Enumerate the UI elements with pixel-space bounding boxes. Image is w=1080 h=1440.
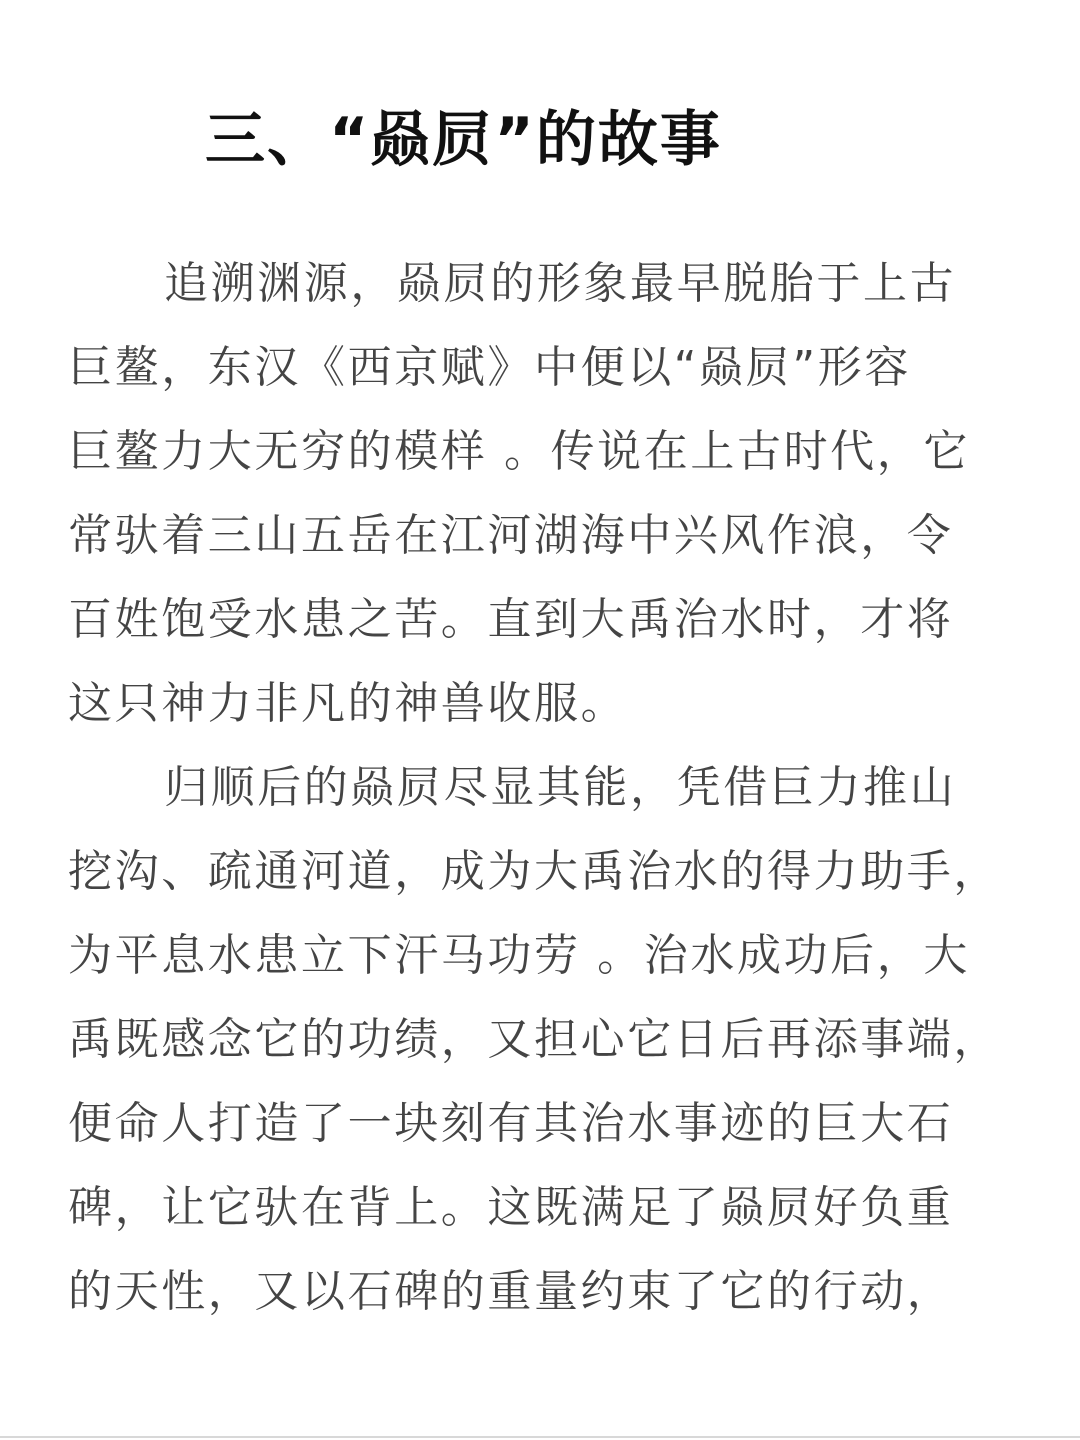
article-body — [68, 242, 998, 1334]
bottom-divider — [0, 1436, 1080, 1438]
paragraph-1-line: 常驮着三山五岳在江河湖海中兴风作浪，令 — [68, 510, 954, 561]
paragraph-2-line: 禹既感念它的功绩，又担心它日后再添事端， — [68, 1014, 1000, 1065]
paragraph-2 — [68, 746, 998, 1334]
paragraph-1-line: 巨鳌力大无穷的模样 。传说在上古时代，它 — [68, 426, 970, 477]
paragraph-1-line: 巨鳌，东汉《西京赋》中便以“赑屃”形容 — [68, 342, 911, 393]
paragraph-1-line: 追溯渊源，赑屃的形象最早脱胎于上古 — [164, 258, 957, 309]
paragraph-1-line: 百姓饱受水患之苦。直到大禹治水时，才将 — [68, 594, 954, 645]
paragraph-2-line: 归顺后的赑屃尽显其能，凭借巨力推山 — [164, 762, 957, 813]
paragraph-1-line: 这只神力非凡的神兽收服。 — [68, 678, 628, 729]
paragraph-2-line: 的天性，又以石碑的重量约束了它的行动， — [68, 1266, 954, 1317]
paragraph-2-line: 挖沟、疏通河道，成为大禹治水的得力助手， — [68, 846, 1000, 897]
section-title: 三、“赑屃”的故事 — [205, 105, 722, 175]
paragraph-2-line: 便命人打造了一块刻有其治水事迹的巨大石 — [68, 1098, 954, 1149]
paragraph-2-line: 为平息水患立下汗马功劳 。治水成功后，大 — [68, 930, 970, 981]
paragraph-2-line: 碑，让它驮在背上。这既满足了赑屃好负重 — [68, 1182, 954, 1233]
paragraph-1 — [68, 242, 998, 746]
